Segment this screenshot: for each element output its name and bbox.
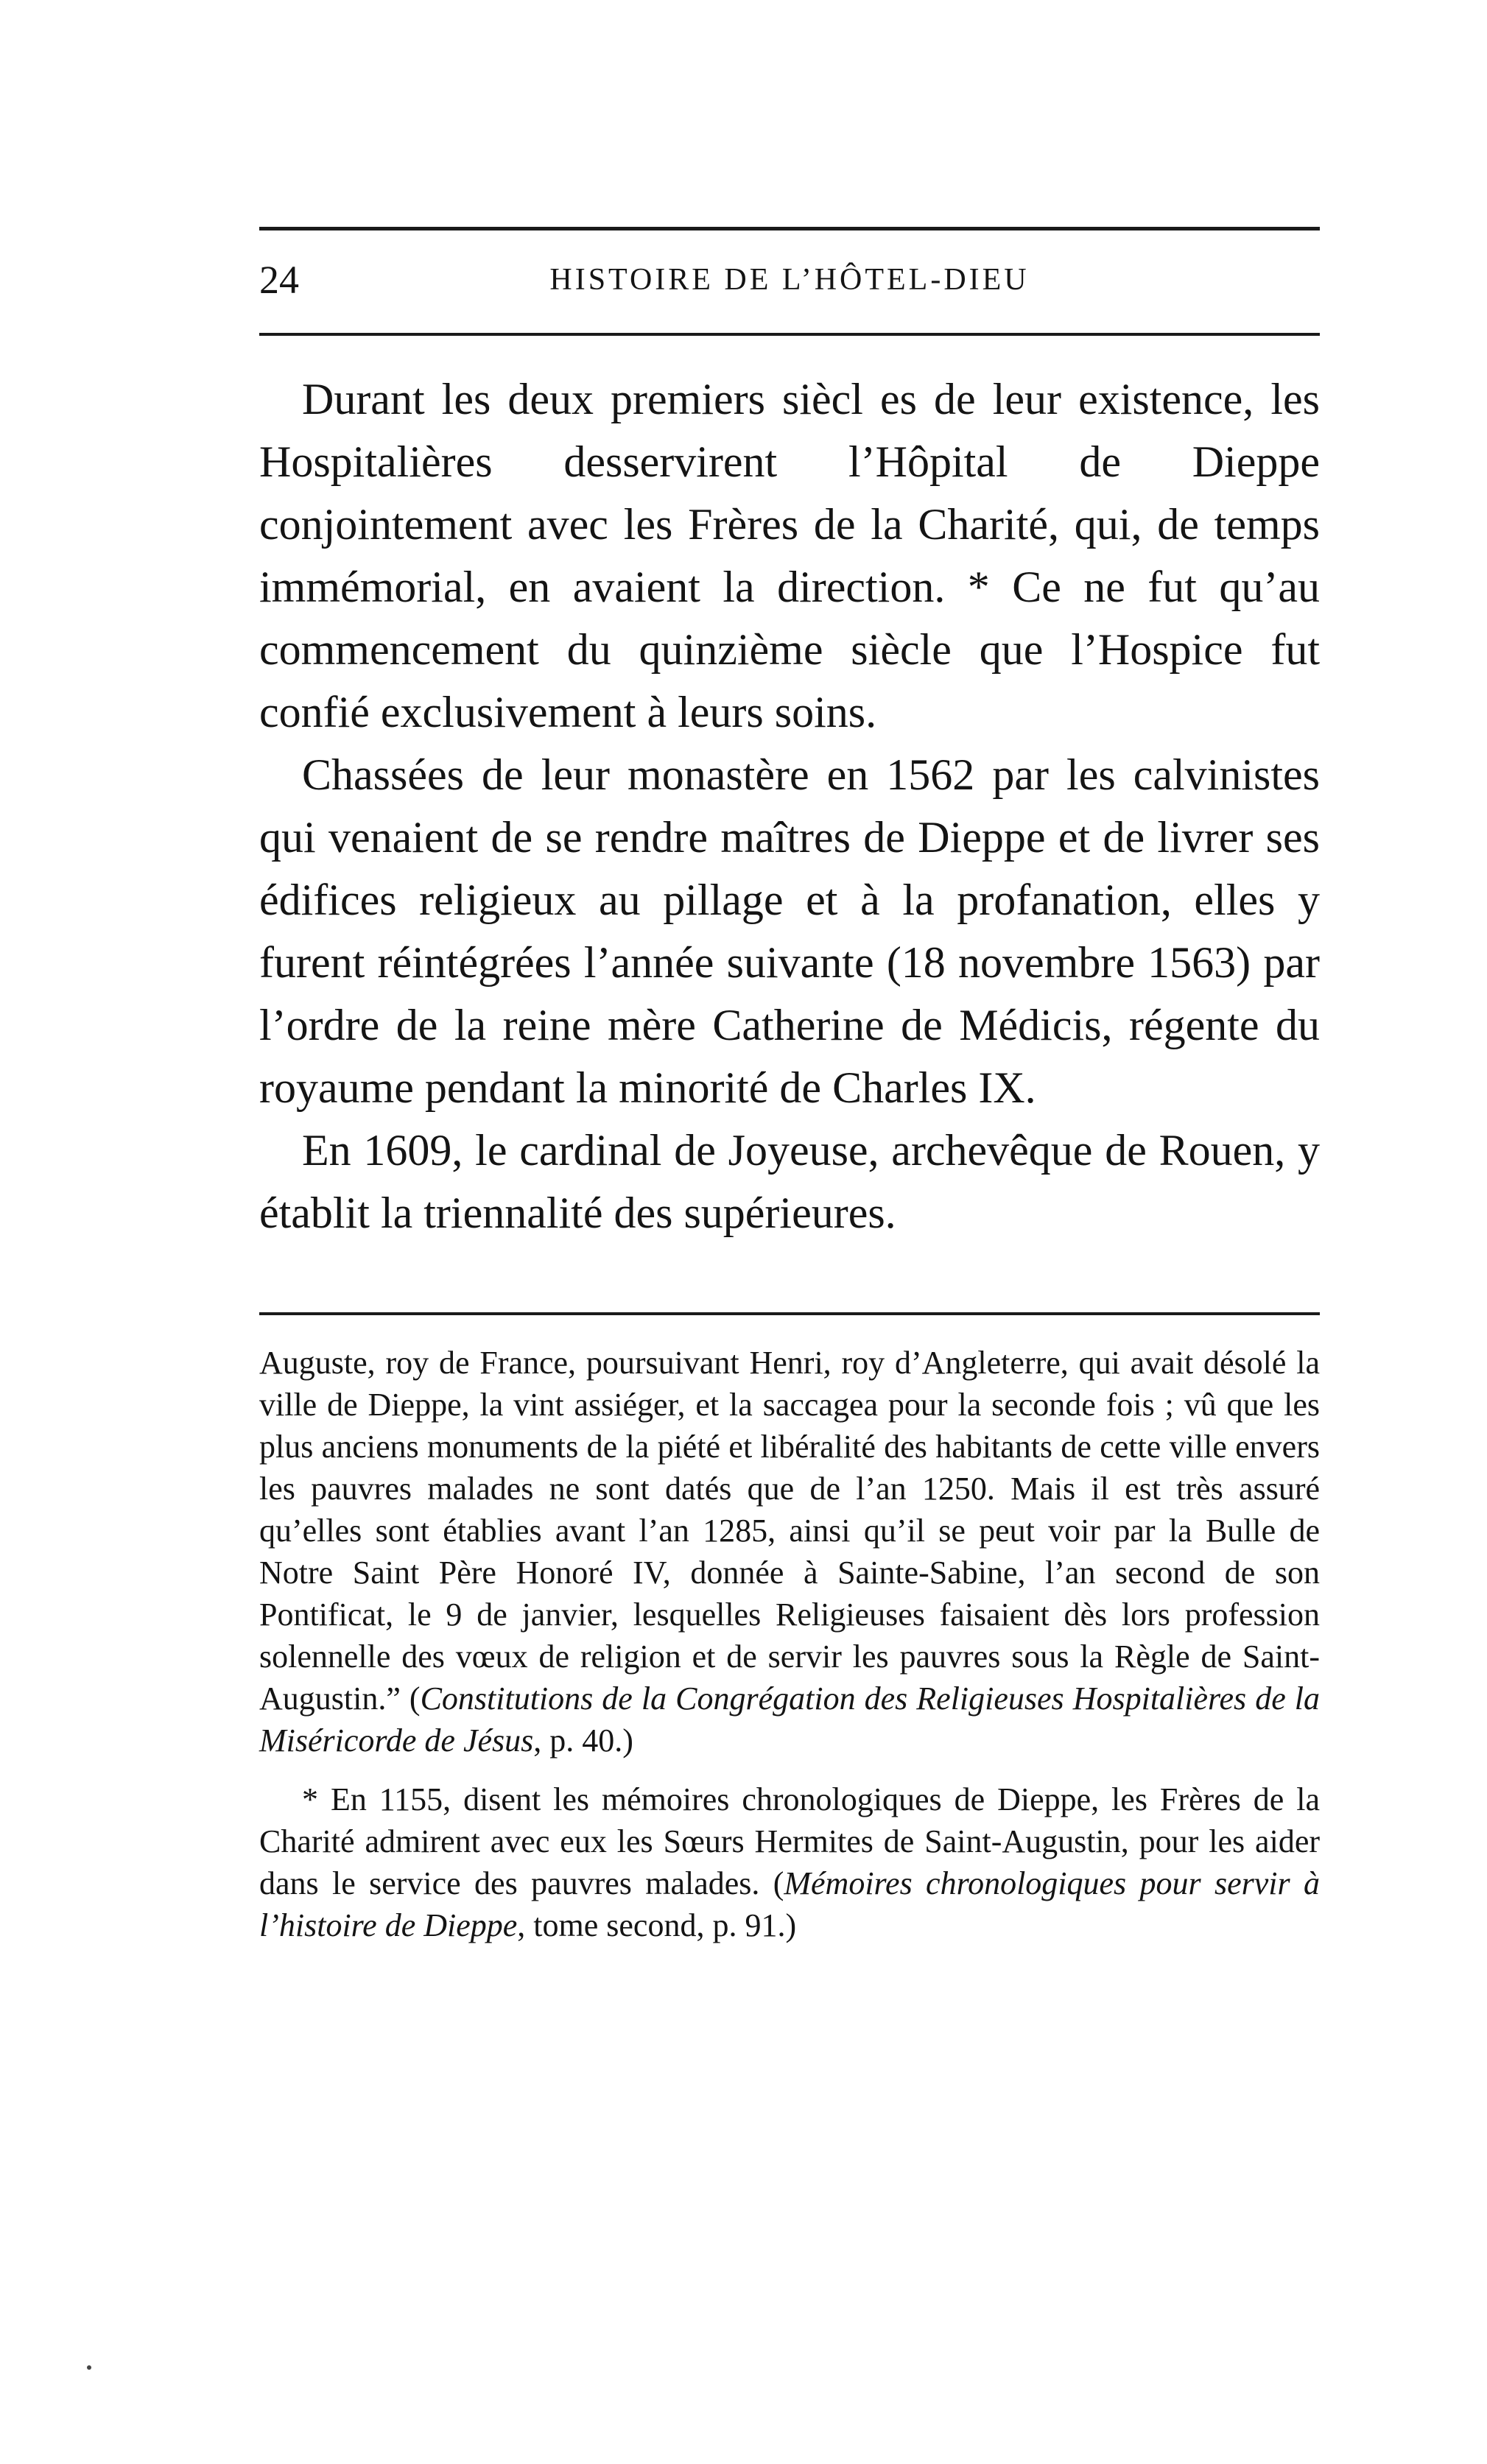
footnote-star-end: , tome second, p. 91.) <box>517 1907 797 1943</box>
paragraph-1: Durant les deux premiers siècl es de leur existence, les Hospitalières desservirent l’Hôpital de Dieppe conjointement avec les Frères de la Charité, qui, de temps immémorial, en avaient la direction. * Ce ne fut qu’au commencement du quinzième siècle que l’Hospice fut confié exclusivement à leurs soins. <box>259 375 1320 736</box>
page-number: 24 <box>259 258 299 302</box>
top-rule <box>259 227 1320 230</box>
footnote-continued-citation-end: , p. 40.) <box>533 1722 633 1759</box>
stray-mark <box>87 2365 91 2370</box>
main-text <box>259 368 1320 1245</box>
footnote-star-text: * En 1155, disent les mémoires chronologiques de Dieppe, les Frères de la Charité admirent avec eux les Sœurs Hermites de Saint-Augustin, pour les aider dans le service des pauvres malades. ( <box>259 1781 1320 1901</box>
footnote-rule <box>259 1312 1320 1315</box>
paragraph-3: En 1609, le cardinal de Joyeuse, archevêque de Rouen, y établit la triennalité des supérieures. <box>259 1126 1320 1237</box>
footnote-continued-text: Auguste, roy de France, poursuivant Henri, roy d’Angleterre, qui avait désolé la ville de Dieppe, la vint assiéger, et la saccagea pour la seconde fois ; vû que les plus anciens monuments de la piété et libéralité des habitants de cette ville envers les pauvres malades ne sont datés que de l’an 1250. Mais il est très assuré qu’elles sont établies avant l’an 1285, ainsi qu’il se peut voir par la Bulle de Notre Saint Père Honoré IV, donnée à Sainte-Sabine, l’an second de son Pontificat, le 9 de janvier, lesquelles Religieuses faisaient dès lors profession solennelle des vœux de religion et de servir les pauvres sous la Règle de Saint-Augustin.” ( <box>259 1345 1320 1717</box>
footnote-star-title: Mémoires chronologiques pour servir à l’histoire de Dieppe <box>259 1865 1320 1943</box>
footnote-continued <box>259 1342 1320 1761</box>
header-rule <box>259 333 1320 336</box>
footnote-continued-citation-title: Constitutions de la Congrégation des Religieuses Hospitalières de la Miséricorde de Jésus <box>259 1680 1320 1759</box>
footnotes <box>259 1342 1320 1946</box>
paragraph-2: Chassées de leur monastère en 1562 par les calvinistes qui venaient de se rendre maîtres de Dieppe et de livrer ses édifices religieux au pillage et à la profanation, elles y furent réintégrées l’année suivante (18 novembre 1563) par l’ordre de la reine mère Catherine de Médicis, régente du royaume pendant la minorité de Charles IX. <box>259 750 1320 1112</box>
running-head <box>259 250 1320 309</box>
running-title: HISTOIRE DE L’HÔTEL-DIEU <box>549 263 1030 297</box>
footnote-star <box>259 1778 1320 1946</box>
